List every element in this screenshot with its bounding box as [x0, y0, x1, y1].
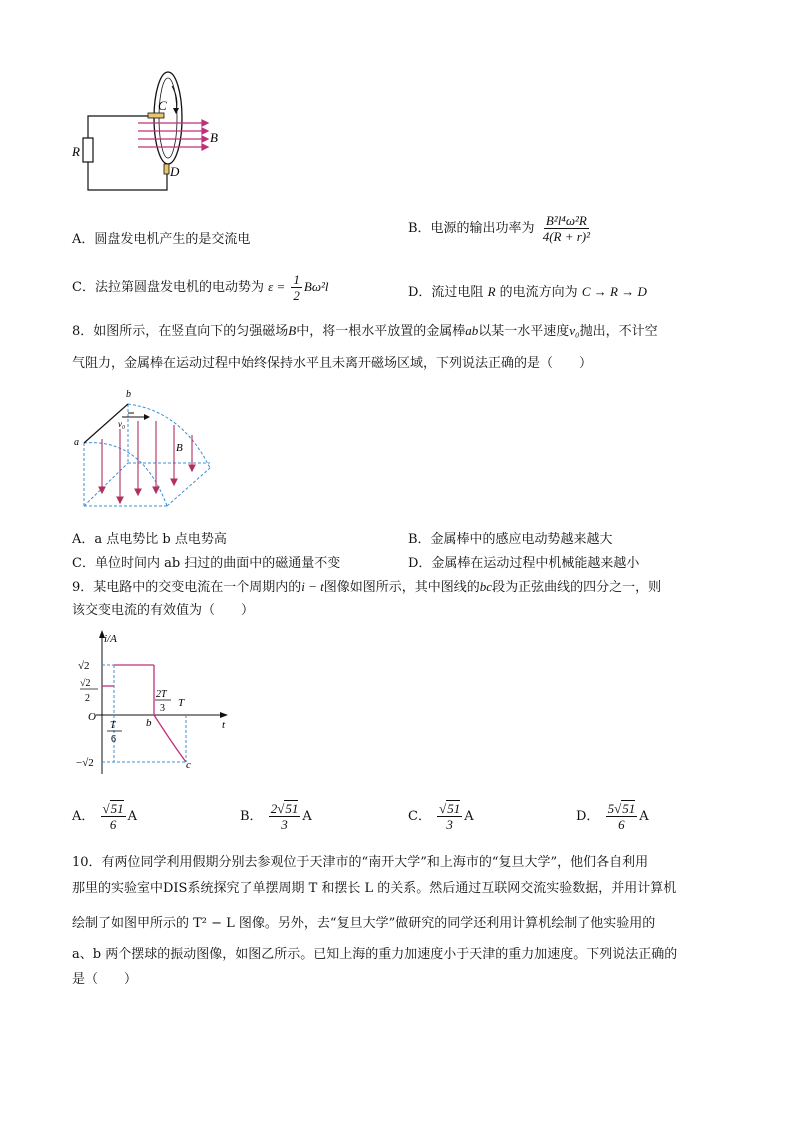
q9-xtick-T: T — [178, 697, 185, 709]
q10-line2: 那里的实验室中DIS系统探究了单摆周期 T 和摆长 L 的关系。然后通过互联网交流实验数据，并用计算机 — [72, 881, 677, 896]
q9-ylabel: i/A — [104, 633, 117, 645]
q8-option-c[interactable]: C．单位时间内 ab 扫过的曲面中的磁通量不变 — [72, 556, 341, 571]
disc-generator-figure — [60, 68, 240, 198]
q7-option-a[interactable]: A．圆盘发电机产生的是交流电 — [72, 232, 251, 247]
q9-label-c: c — [186, 759, 191, 771]
label-D: D — [170, 164, 180, 179]
q9-xtick-t2-den: 3 — [160, 703, 165, 714]
q10-line5: 是（ ） — [72, 972, 138, 987]
q9-option-a[interactable]: A． $\frac{√51}{6}$ A — [72, 801, 138, 832]
q8-label-v0: v₀ — [118, 419, 126, 429]
q10-line4: a、b 两个摆球的振动图像，如图乙所示。已知上海的重力加速度小于天津的重力加速度。下列说法正确的 — [72, 947, 678, 962]
q9-stem-line1: 9．某电路中的交变电流在一个周期内的i − t图像如图所示，其中图线的bc段为正弦曲线的四分之一，则 — [72, 579, 662, 595]
q9-option-b[interactable]: B． $\frac{2√51}{3}$ A — [240, 801, 312, 832]
q8-label-a: a — [74, 437, 79, 448]
q9-xtick-t1-num: T — [110, 720, 116, 731]
q10-line1: 10．有两位同学利用假期分别去参观位于天津市的“南开大学”和上海市的“复旦大学”，他们各自利用 — [72, 855, 649, 870]
q9-ytick-mid-den: 2 — [85, 693, 90, 704]
q9-option-c[interactable]: C． $\frac{√51}{3}$ A — [408, 801, 474, 832]
q9-current-graph — [74, 628, 234, 778]
label-B: B — [210, 130, 218, 145]
q8-stem-line1: 8．如图所示，在竖直向下的匀强磁场B中，将一根水平放置的金属棒ab以某一水平速度v₀抛出，不计空 — [72, 323, 658, 339]
q9-option-d[interactable]: D． $\frac{5√51}{6}$ A — [576, 801, 649, 832]
q7-c-fraction: $\frac{1}{2}$ — [293, 272, 300, 303]
q8-option-d[interactable]: D．金属棒在运动过程中机械能越来越小 — [408, 556, 640, 571]
q8-label-B: B — [176, 442, 183, 454]
q7-option-d[interactable]: D．流过电阻 R 的电流方向为 C → R → D — [408, 284, 647, 300]
q9-ytick-mid-num: √2 — [80, 678, 91, 689]
q9-label-b: b — [146, 717, 152, 729]
q9-xtick-t2-num: 2T — [156, 689, 167, 700]
q9-xtick-t1-den: 6 — [111, 734, 116, 745]
q7-b-fraction: $\frac{\text{B²l⁴ω²R}}{\text{4(R + r)²}}$ — [542, 213, 591, 244]
q8-figure — [72, 383, 222, 513]
q9-xlabel: t — [222, 719, 226, 731]
q8-label-b: b — [126, 389, 131, 400]
q8-option-b[interactable]: B．金属棒中的感应电动势越来越大 — [408, 532, 613, 547]
q9-stem-line2: 该交变电流的有效值为（ ） — [72, 603, 255, 618]
q8-stem-line2: 气阻力，金属棒在运动过程中始终保持水平且未离开磁场区域，下列说法正确的是（ ） — [72, 356, 593, 371]
q9-ytick-top: √2 — [78, 660, 90, 672]
label-C: C — [158, 98, 167, 113]
q7-option-b[interactable]: B．电源的输出功率为 $\frac{\text{B²l⁴ω²R}}{\text{4(R + r)²}}$ — [408, 213, 591, 244]
q10-line3: 绘制了如图甲所示的 T² − L 图像。另外，去“复旦大学”做研究的同学还利用计算机绘制了他实验用的 — [72, 916, 656, 931]
q9-ytick-bottom: −√2 — [76, 757, 94, 769]
label-R: R — [72, 144, 80, 159]
q9-origin: O — [88, 711, 96, 723]
q7-option-c[interactable]: C．法拉第圆盘发电机的电动势为 ε = $\frac{1}{2}$ Bω²l — [72, 272, 329, 303]
q8-option-a[interactable]: A．a 点电势比 b 点电势高 — [72, 532, 227, 547]
